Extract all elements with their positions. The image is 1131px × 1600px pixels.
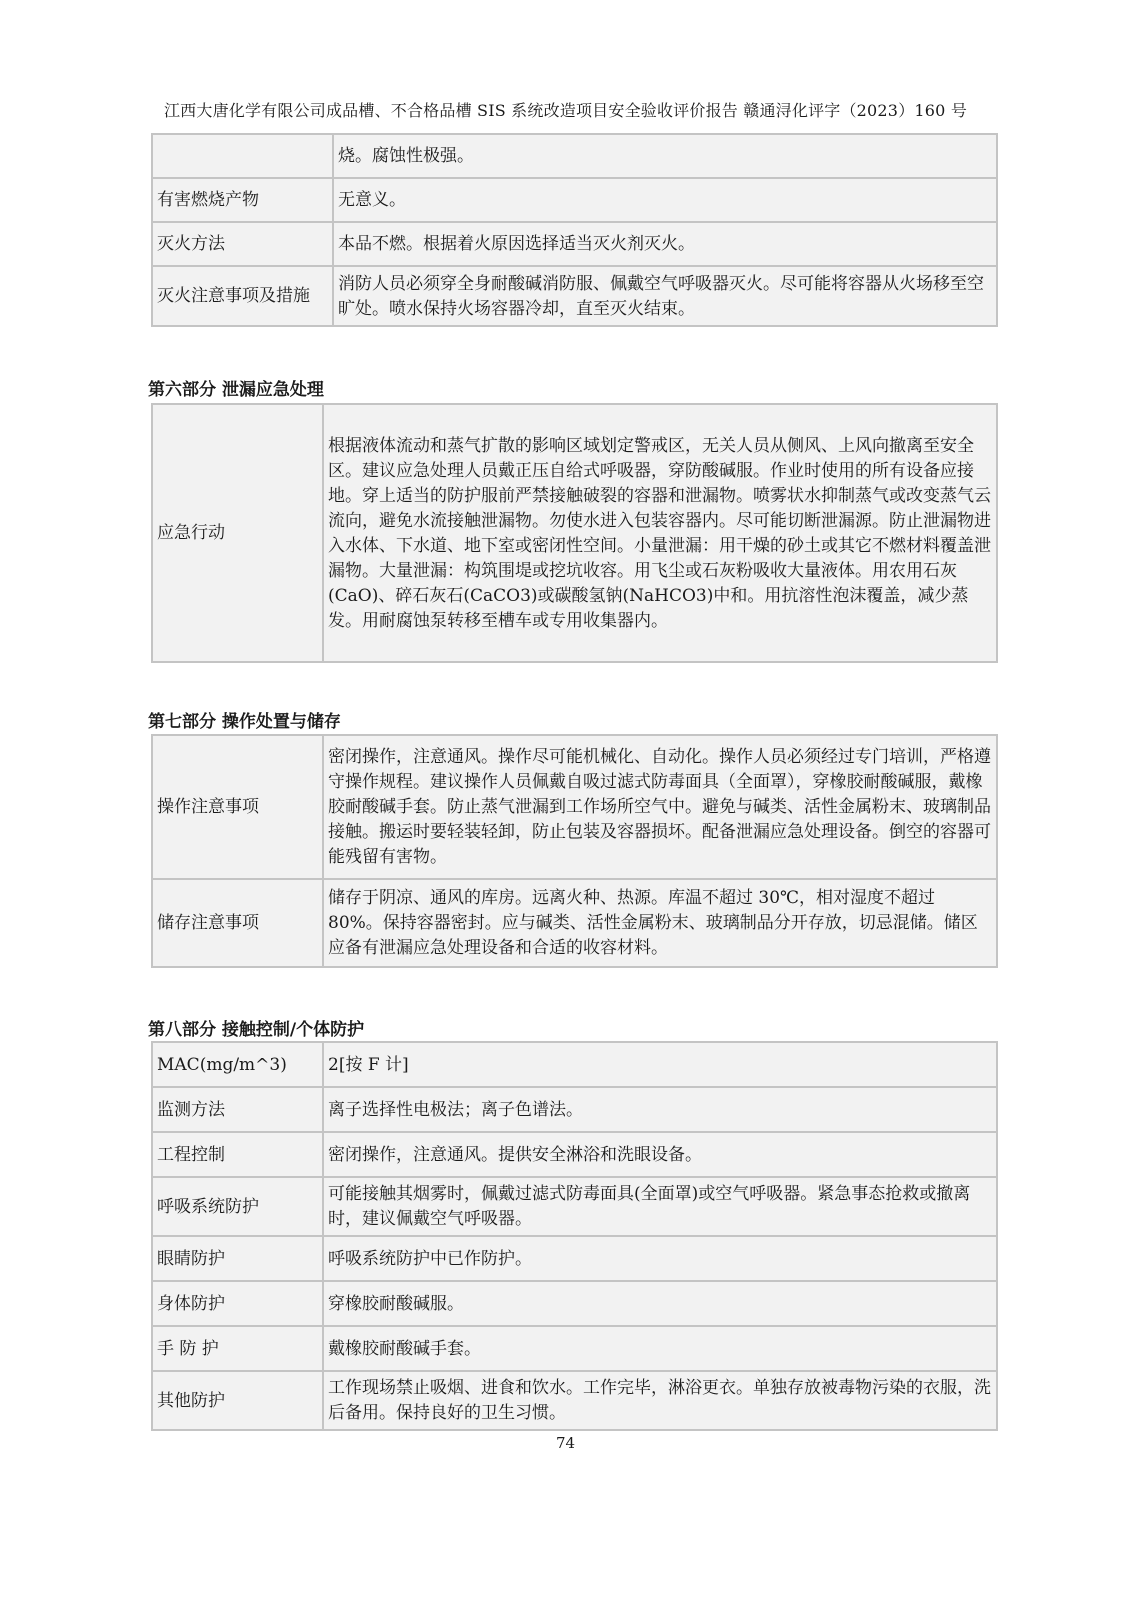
row-key: 灭火方法	[152, 222, 333, 266]
section-seven-title: 第七部分 操作处置与储存	[148, 712, 341, 732]
page-number: 74	[555, 1434, 576, 1452]
row-key: 储存注意事项	[152, 879, 323, 967]
section-six-title: 第六部分 泄漏应急处理	[148, 380, 324, 400]
row-key: 手 防 护	[152, 1326, 323, 1371]
table-row	[152, 879, 997, 967]
row-key: 其他防护	[152, 1371, 323, 1430]
section-eight-title: 第八部分 接触控制/个体防护	[148, 1020, 365, 1040]
row-value: 烧。腐蚀性极强。	[333, 134, 997, 178]
table-row	[152, 266, 997, 326]
row-value: 离子选择性电极法；离子色谱法。	[323, 1087, 997, 1132]
row-value: 穿橡胶耐酸碱服。	[323, 1281, 997, 1326]
table-row	[152, 1236, 997, 1281]
table-row	[152, 1371, 997, 1430]
row-value: 密闭操作，注意通风。提供安全淋浴和洗眼设备。	[323, 1132, 997, 1177]
table-row	[152, 404, 997, 662]
table-row	[152, 1326, 997, 1371]
row-value: 2[按 F 计]	[323, 1042, 997, 1087]
row-value: 呼吸系统防护中已作防护。	[323, 1236, 997, 1281]
row-value: 无意义。	[333, 178, 997, 222]
table-row	[152, 1281, 997, 1326]
table-row	[152, 1087, 997, 1132]
page-header: 江西大唐化学有限公司成品槽、不合格品槽 SIS 系统改造项目安全验收评价报告 赣通浔化评字（2023）160 号	[163, 101, 968, 120]
table-row	[152, 1132, 997, 1177]
handling-storage-table	[151, 734, 998, 968]
row-value: 工作现场禁止吸烟、进食和饮水。工作完毕，淋浴更衣。单独存放被毒物污染的衣服，洗后备用。保持良好的卫生习惯。	[323, 1371, 997, 1430]
row-key: MAC(mg/m^3)	[152, 1042, 323, 1087]
row-key: 操作注意事项	[152, 735, 323, 879]
row-value: 本品不燃。根据着火原因选择适当灭火剂灭火。	[333, 222, 997, 266]
row-value: 根据液体流动和蒸气扩散的影响区域划定警戒区，无关人员从侧风、上风向撤离至安全区。建议应急处理人员戴正压自给式呼吸器，穿防酸碱服。作业时使用的所有设备应接地。穿上适当的防护服前严禁接触破裂的容器和泄漏物。喷雾状水抑制蒸气或改变蒸气云流向，避免水流接触泄漏物。勿使水进入包装容器内。尽可能切断泄漏源。防止泄漏物进入水体、下水道、地下室或密闭性空间。小量泄漏：用干燥的砂土或其它不燃材料覆盖泄漏物。大量泄漏：构筑围堤或挖坑收容。用飞尘或石灰粉吸收大量液体。用农用石灰(CaO)、碎石灰石(CaCO3)或碳酸氢钠(NaHCO3)中和。用抗溶性泡沫覆盖，减少蒸发。用耐腐蚀泵转移至槽车或专用收集器内。	[323, 404, 997, 662]
row-key: 呼吸系统防护	[152, 1177, 323, 1236]
table-row	[152, 735, 997, 879]
row-key: 工程控制	[152, 1132, 323, 1177]
row-key	[152, 134, 333, 178]
table-row	[152, 134, 997, 178]
row-value: 消防人员必须穿全身耐酸碱消防服、佩戴空气呼吸器灭火。尽可能将容器从火场移至空旷处。喷水保持火场容器冷却，直至灭火结束。	[333, 266, 997, 326]
row-key: 身体防护	[152, 1281, 323, 1326]
table-row	[152, 222, 997, 266]
row-value: 戴橡胶耐酸碱手套。	[323, 1326, 997, 1371]
row-value: 储存于阴凉、通风的库房。远离火种、热源。库温不超过 30℃，相对湿度不超过 80%。保持容器密封。应与碱类、活性金属粉末、玻璃制品分开存放，切忌混储。储区应备有泄漏应急处理设备和合适的收容材料。	[323, 879, 997, 967]
fire-fighting-table	[151, 133, 998, 327]
exposure-control-table	[151, 1041, 998, 1431]
table-row	[152, 1177, 997, 1236]
table-row	[152, 1042, 997, 1087]
row-key: 灭火注意事项及措施	[152, 266, 333, 326]
row-key: 应急行动	[152, 404, 323, 662]
row-key: 眼睛防护	[152, 1236, 323, 1281]
table-row	[152, 178, 997, 222]
spill-response-table	[151, 403, 998, 663]
row-value: 密闭操作，注意通风。操作尽可能机械化、自动化。操作人员必须经过专门培训，严格遵守操作规程。建议操作人员佩戴自吸过滤式防毒面具（全面罩），穿橡胶耐酸碱服，戴橡胶耐酸碱手套。防止蒸气泄漏到工作场所空气中。避免与碱类、活性金属粉末、玻璃制品接触。搬运时要轻装轻卸，防止包装及容器损坏。配备泄漏应急处理设备。倒空的容器可能残留有害物。	[323, 735, 997, 879]
row-key: 有害燃烧产物	[152, 178, 333, 222]
row-key: 监测方法	[152, 1087, 323, 1132]
row-value: 可能接触其烟雾时，佩戴过滤式防毒面具(全面罩)或空气呼吸器。紧急事态抢救或撤离时，建议佩戴空气呼吸器。	[323, 1177, 997, 1236]
